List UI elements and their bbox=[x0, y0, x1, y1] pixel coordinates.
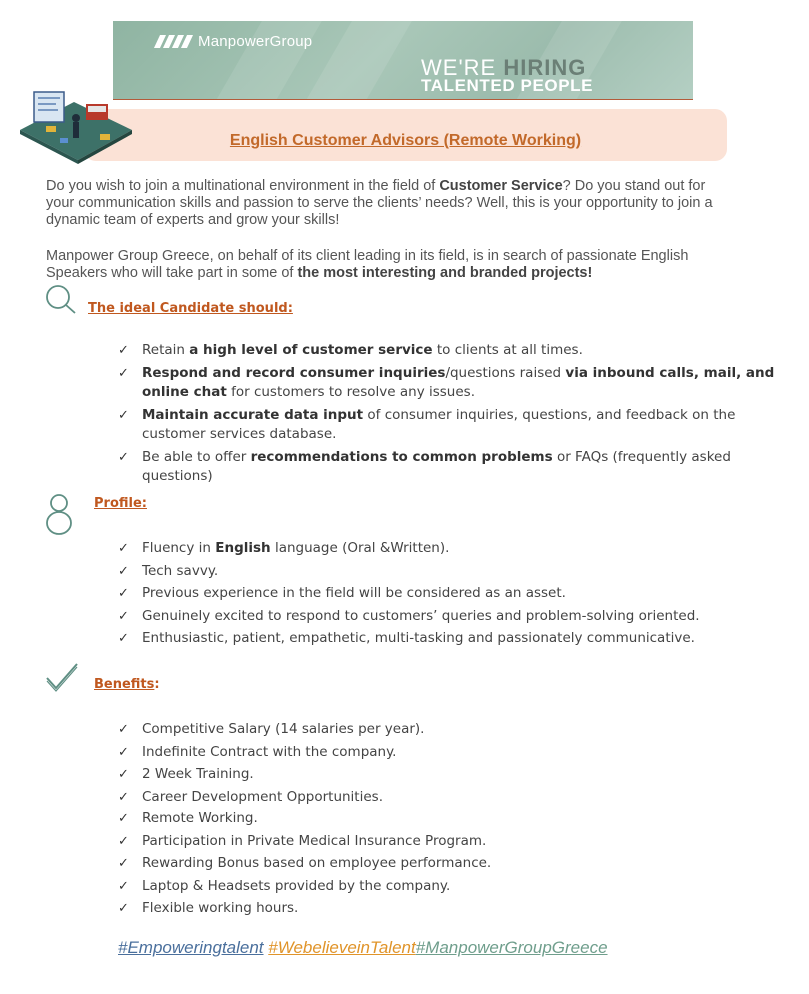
manpower-logo-icon bbox=[157, 35, 190, 48]
list-item bbox=[118, 364, 778, 403]
list-item bbox=[118, 448, 778, 487]
ideal-candidate-heading: The ideal Candidate should: bbox=[88, 301, 293, 316]
intro-p1-bold: Customer Service bbox=[439, 178, 563, 194]
intro-p2-text: Manpower Group Greece, on behalf of its client leading in its field, is in search of passionate English Speakers who will take part in some of bbox=[46, 248, 689, 281]
hashtags bbox=[118, 938, 608, 958]
check-icon: ✓ bbox=[118, 563, 129, 579]
check-icon: ✓ bbox=[118, 901, 129, 916]
list-item bbox=[118, 765, 778, 785]
item-bold: Maintain accurate data input bbox=[142, 406, 364, 423]
ideal-candidate-list bbox=[118, 341, 778, 487]
person-icon bbox=[44, 492, 74, 536]
check-icon: ✓ bbox=[118, 789, 129, 805]
check-icon: ✓ bbox=[118, 856, 129, 871]
intro-paragraph-2 bbox=[46, 248, 716, 282]
item-bold: English bbox=[215, 540, 271, 556]
item-text: Indefinite Contract with the company. bbox=[142, 743, 397, 760]
list-item bbox=[118, 562, 778, 582]
intro-p2-end: ! bbox=[587, 265, 593, 281]
list-item bbox=[118, 743, 778, 763]
list-item bbox=[118, 877, 778, 897]
manpowergroup-logo bbox=[157, 33, 312, 50]
list-item bbox=[118, 899, 778, 919]
check-icon: ✓ bbox=[118, 833, 129, 849]
check-icon: ✓ bbox=[118, 365, 129, 381]
intro-paragraph-1 bbox=[46, 178, 716, 229]
item-text: Tech savvy. bbox=[142, 562, 219, 579]
item-text: or FAQs (frequently asked questions) bbox=[142, 448, 731, 484]
item-text: Rewarding Bonus based on employee performance. bbox=[142, 855, 492, 871]
intro-p1-text-end: ? Do you stand out for your communication skills and passion to serve the clients’ needs? Well, this is your opportunity to join a dynamic team of experts and grow your skills! bbox=[46, 178, 713, 228]
item-text: language (Oral &Written). bbox=[270, 540, 450, 556]
banner-brand-name: ManpowerGroup bbox=[198, 33, 313, 50]
item-text: of consumer inquiries, questions, and feedback on the customer services database. bbox=[142, 406, 736, 442]
list-item bbox=[118, 607, 778, 627]
item-text: Enthusiastic, patient, empathetic, multi-tasking and passionately communicative. bbox=[142, 630, 695, 646]
hiring-banner bbox=[113, 21, 693, 100]
benefits-list bbox=[118, 720, 778, 919]
check-icon: ✓ bbox=[118, 449, 129, 465]
item-bold: Respond and record consumer inquiries bbox=[142, 364, 446, 381]
item-text: Genuinely excited to respond to customers’ queries and problem-solving oriented. bbox=[142, 607, 700, 624]
profile-list bbox=[118, 539, 778, 649]
search-icon bbox=[44, 284, 78, 316]
hashtag-empoweringtalent[interactable]: #Empoweringtalent bbox=[118, 938, 264, 957]
item-text: for customers to resolve any issues. bbox=[226, 384, 475, 400]
item-text: to clients at all times. bbox=[432, 342, 583, 358]
list-item bbox=[118, 720, 778, 740]
check-icon: ✓ bbox=[118, 343, 129, 358]
profile-heading: Profile: bbox=[94, 496, 147, 511]
list-item bbox=[118, 832, 778, 852]
item-bold: recommendations to common problems bbox=[250, 448, 553, 465]
list-item bbox=[118, 584, 778, 604]
item-text: Fluency in bbox=[142, 540, 216, 556]
banner-headline-hiring: HIRING bbox=[503, 55, 587, 80]
item-text: Career Development Opportunities. bbox=[142, 788, 383, 805]
check-icon: ✓ bbox=[118, 722, 129, 737]
intro-p2-bold: the most interesting and branded projects bbox=[297, 265, 588, 281]
hashtag-manpowergroupgreece[interactable]: #ManpowerGroupGreece bbox=[415, 938, 608, 957]
item-text: Remote Working. bbox=[142, 810, 258, 826]
list-item bbox=[118, 406, 778, 445]
list-item bbox=[118, 629, 778, 649]
benefits-heading bbox=[94, 677, 160, 692]
check-icon: ✓ bbox=[118, 608, 129, 624]
banner-headline-were: WE'RE bbox=[421, 55, 504, 80]
job-title-box bbox=[84, 109, 727, 161]
item-text: Flexible working hours. bbox=[142, 900, 299, 916]
list-item bbox=[118, 854, 778, 874]
check-icon: ✓ bbox=[118, 811, 129, 826]
check-icon: ✓ bbox=[118, 744, 129, 760]
benefits-heading-colon: : bbox=[154, 677, 160, 692]
benefits-heading-text: Benefits bbox=[94, 677, 155, 692]
item-text: /questions raised bbox=[445, 364, 566, 381]
item-bold: a high level of customer service bbox=[189, 342, 433, 358]
item-text: Competitive Salary (14 salaries per year). bbox=[142, 721, 425, 737]
hashtag-webelieveintalent[interactable]: #WebelieveinTalent bbox=[268, 938, 416, 957]
item-text: Previous experience in the field will be considered as an asset. bbox=[142, 585, 566, 601]
check-icon: ✓ bbox=[118, 407, 129, 423]
list-item bbox=[118, 341, 778, 361]
item-text: Retain bbox=[142, 342, 190, 358]
item-text: Laptop & Headsets provided by the company. bbox=[142, 877, 451, 894]
item-text: 2 Week Training. bbox=[142, 766, 254, 782]
intro-p1-text: Do you wish to join a multinational environment in the field of bbox=[46, 178, 440, 194]
item-text: Participation in Private Medical Insurance Program. bbox=[142, 832, 487, 849]
item-bold: via inbound calls, mail, and online chat bbox=[142, 364, 775, 400]
check-icon: ✓ bbox=[118, 541, 129, 556]
item-text: Be able to offer bbox=[142, 448, 251, 465]
checkmark-icon bbox=[44, 660, 80, 692]
check-icon: ✓ bbox=[118, 767, 129, 782]
list-item bbox=[118, 809, 778, 829]
job-title: English Customer Advisors (Remote Working) bbox=[229, 132, 582, 149]
office-desk-illustration bbox=[16, 82, 134, 164]
check-icon: ✓ bbox=[118, 586, 129, 601]
list-item bbox=[118, 788, 778, 808]
list-item bbox=[118, 539, 778, 559]
check-icon: ✓ bbox=[118, 631, 129, 646]
check-icon: ✓ bbox=[118, 878, 129, 894]
banner-headline-2: TALENTED PEOPLE bbox=[421, 76, 594, 95]
